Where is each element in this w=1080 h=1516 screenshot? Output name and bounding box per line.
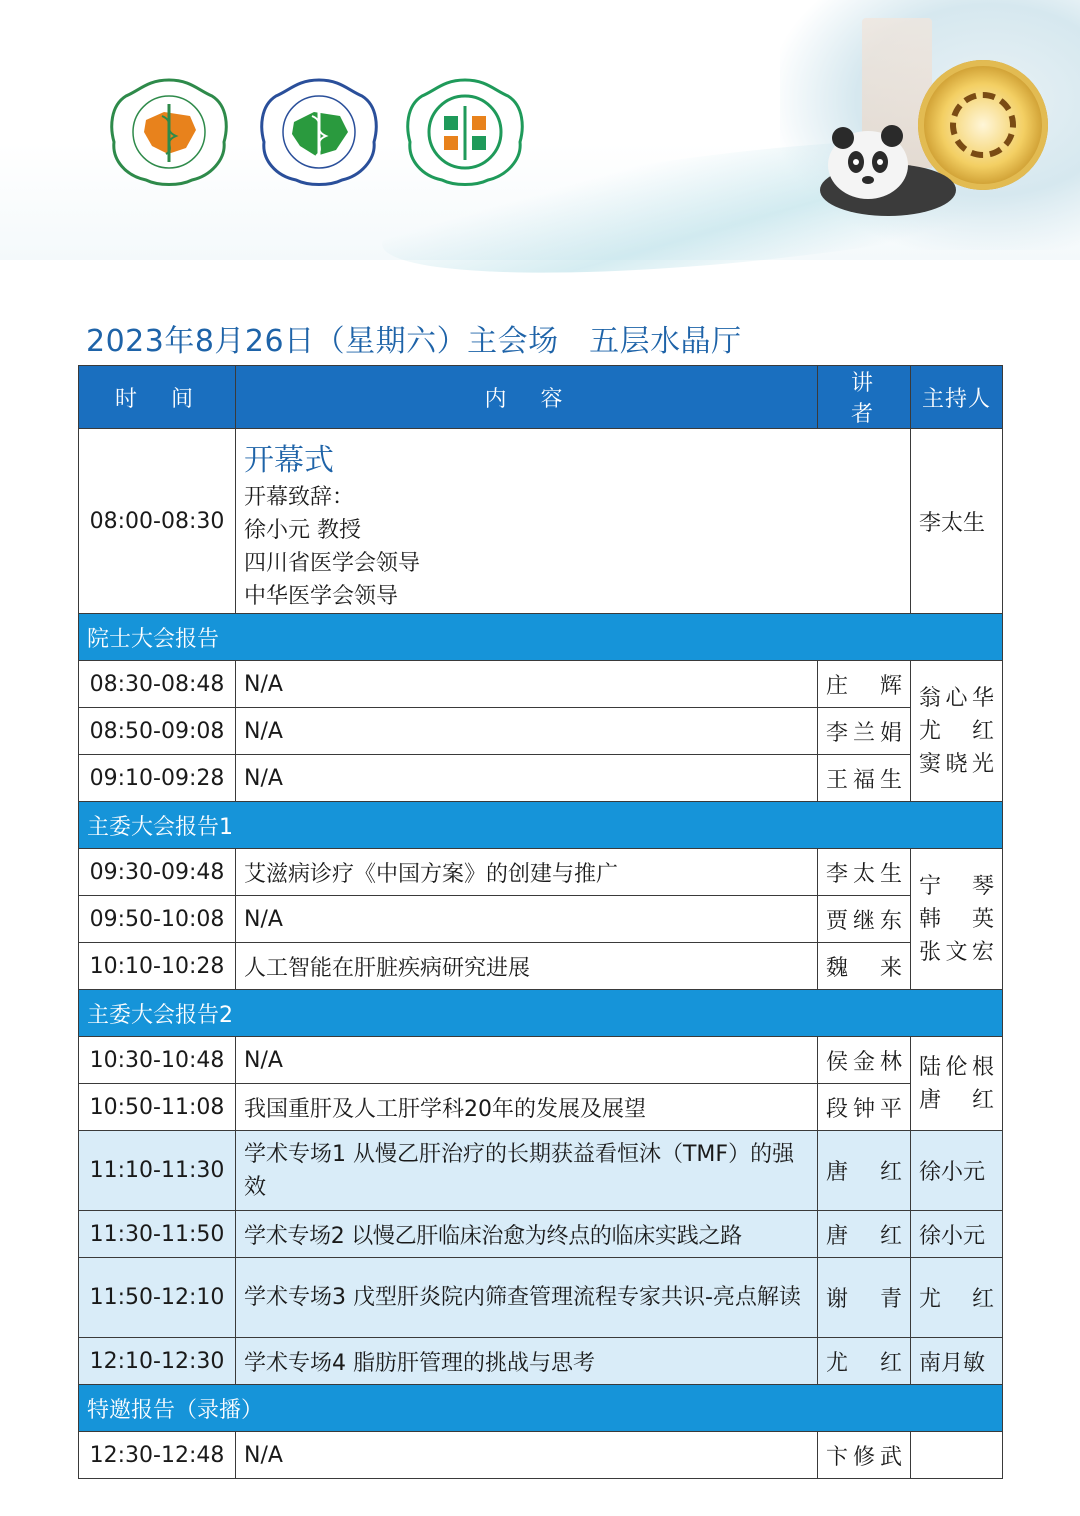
- panda-icon: [808, 110, 958, 220]
- table-row: [79, 849, 1003, 896]
- table-row: [79, 1432, 1003, 1479]
- section-label: 主委大会报告1: [79, 802, 1003, 849]
- table-row: [79, 708, 1003, 755]
- content-cell: N/A: [236, 708, 818, 755]
- host-name: 韩 英: [919, 906, 994, 932]
- table-row: [79, 661, 1003, 708]
- section-header: [79, 802, 1003, 849]
- section-label: 主委大会报告2: [79, 990, 1003, 1037]
- time-cell: 09:30-09:48: [79, 849, 236, 896]
- table-row: [79, 1037, 1003, 1084]
- opening-title: 开幕式: [244, 443, 334, 478]
- host-cell: 南月敏: [911, 1338, 1003, 1385]
- content-cell: N/A: [236, 1037, 818, 1084]
- host-name: 翁心华: [919, 685, 994, 711]
- host-name: 窦晓光: [919, 751, 994, 777]
- speaker-cell: 段钟平: [818, 1084, 911, 1131]
- table-row-special: [79, 1258, 1003, 1338]
- time-cell: 09:10-09:28: [79, 755, 236, 802]
- time-cell: 10:30-10:48: [79, 1037, 236, 1084]
- table-header-row: [79, 366, 1003, 429]
- host-cell: [911, 661, 1003, 802]
- header-speaker: 讲 者: [818, 366, 911, 429]
- time-cell: 09:50-10:08: [79, 896, 236, 943]
- speaker-cell: 尤 红: [818, 1338, 911, 1385]
- header-content: 内 容: [236, 366, 818, 429]
- table-row: [79, 755, 1003, 802]
- host-cell: 徐小元: [911, 1211, 1003, 1258]
- table-row-opening: [79, 429, 1003, 614]
- content-cell: N/A: [236, 755, 818, 802]
- content-cell: 我国重肝及人工肝学科20年的发展及展望: [236, 1084, 818, 1131]
- time-cell: 08:50-09:08: [79, 708, 236, 755]
- time-cell: 08:00-08:30: [79, 429, 236, 614]
- content-cell: N/A: [236, 1432, 818, 1479]
- content-cell: N/A: [236, 896, 818, 943]
- table-row: [79, 1084, 1003, 1131]
- host-cell: 李太生: [911, 429, 1003, 614]
- chinese-medical-association-logo-icon: [106, 76, 232, 188]
- speaker-cell: 李太生: [818, 849, 911, 896]
- host-name: 张文宏: [919, 939, 994, 965]
- table-row-special: [79, 1338, 1003, 1385]
- table-row: [79, 943, 1003, 990]
- infectious-diseases-society-logo-icon: [402, 76, 528, 188]
- section-header: [79, 614, 1003, 661]
- time-cell: 11:50-12:10: [79, 1258, 236, 1338]
- hepatology-society-logo-icon: [256, 76, 382, 188]
- section-header: [79, 990, 1003, 1037]
- content-cell: N/A: [236, 661, 818, 708]
- content-cell: 学术专场2 以慢乙肝临床治愈为终点的临床实践之路: [236, 1211, 818, 1258]
- speaker-cell: 李兰娟: [818, 708, 911, 755]
- content-cell: 人工智能在肝脏疾病研究进展: [236, 943, 818, 990]
- table-row: [79, 896, 1003, 943]
- header-time: 时 间: [79, 366, 236, 429]
- speaker-cell: 魏 来: [818, 943, 911, 990]
- speaker-cell: 卞修武: [818, 1432, 911, 1479]
- opening-line: 开幕致辞：: [244, 485, 355, 510]
- opening-line: 徐小元 教授: [244, 518, 361, 543]
- speaker-cell: 贾继东: [818, 896, 911, 943]
- content-cell: 学术专场4 脂肪肝管理的挑战与思考: [236, 1338, 818, 1385]
- header-host: 主持人: [911, 366, 1003, 429]
- host-cell: [911, 1432, 1003, 1479]
- host-name: 尤 红: [919, 718, 994, 744]
- section-label: 院士大会报告: [79, 614, 1003, 661]
- host-cell: 徐小元: [911, 1131, 1003, 1211]
- table-row-special: [79, 1131, 1003, 1211]
- page-title: 2023年8月26日（星期六）主会场 五层水晶厅: [86, 324, 742, 359]
- speaker-cell: 侯金林: [818, 1037, 911, 1084]
- time-cell: 08:30-08:48: [79, 661, 236, 708]
- section-label: 特邀报告（录播）: [79, 1385, 1003, 1432]
- host-cell: [911, 849, 1003, 990]
- time-cell: 12:10-12:30: [79, 1338, 236, 1385]
- host-cell: [911, 1037, 1003, 1131]
- time-cell: 10:10-10:28: [79, 943, 236, 990]
- content-cell: 学术专场3 戊型肝炎院内筛查管理流程专家共识-亮点解读: [236, 1258, 818, 1338]
- host-name: 宁 琴: [919, 873, 994, 899]
- time-cell: 11:10-11:30: [79, 1131, 236, 1211]
- time-cell: 11:30-11:50: [79, 1211, 236, 1258]
- speaker-cell: 唐 红: [818, 1211, 911, 1258]
- schedule-table: [78, 365, 1003, 1479]
- content-cell: 艾滋病诊疗《中国方案》的创建与推广: [236, 849, 818, 896]
- opening-line: 四川省医学会领导: [244, 551, 421, 576]
- speaker-cell: 唐 红: [818, 1131, 911, 1211]
- opening-line: 中华医学会领导: [244, 584, 399, 609]
- section-header: [79, 1385, 1003, 1432]
- content-cell: [236, 429, 911, 614]
- host-name: 陆伦根: [919, 1054, 994, 1080]
- table-row-special: [79, 1211, 1003, 1258]
- content-cell: 学术专场1 从慢乙肝治疗的长期获益看恒沐（TMF）的强效: [236, 1131, 818, 1211]
- time-cell: 12:30-12:48: [79, 1432, 236, 1479]
- speaker-cell: 庄 辉: [818, 661, 911, 708]
- time-cell: 10:50-11:08: [79, 1084, 236, 1131]
- host-cell: 尤 红: [911, 1258, 1003, 1338]
- speaker-cell: 谢 青: [818, 1258, 911, 1338]
- speaker-cell: 王福生: [818, 755, 911, 802]
- host-name: 唐 红: [919, 1087, 994, 1113]
